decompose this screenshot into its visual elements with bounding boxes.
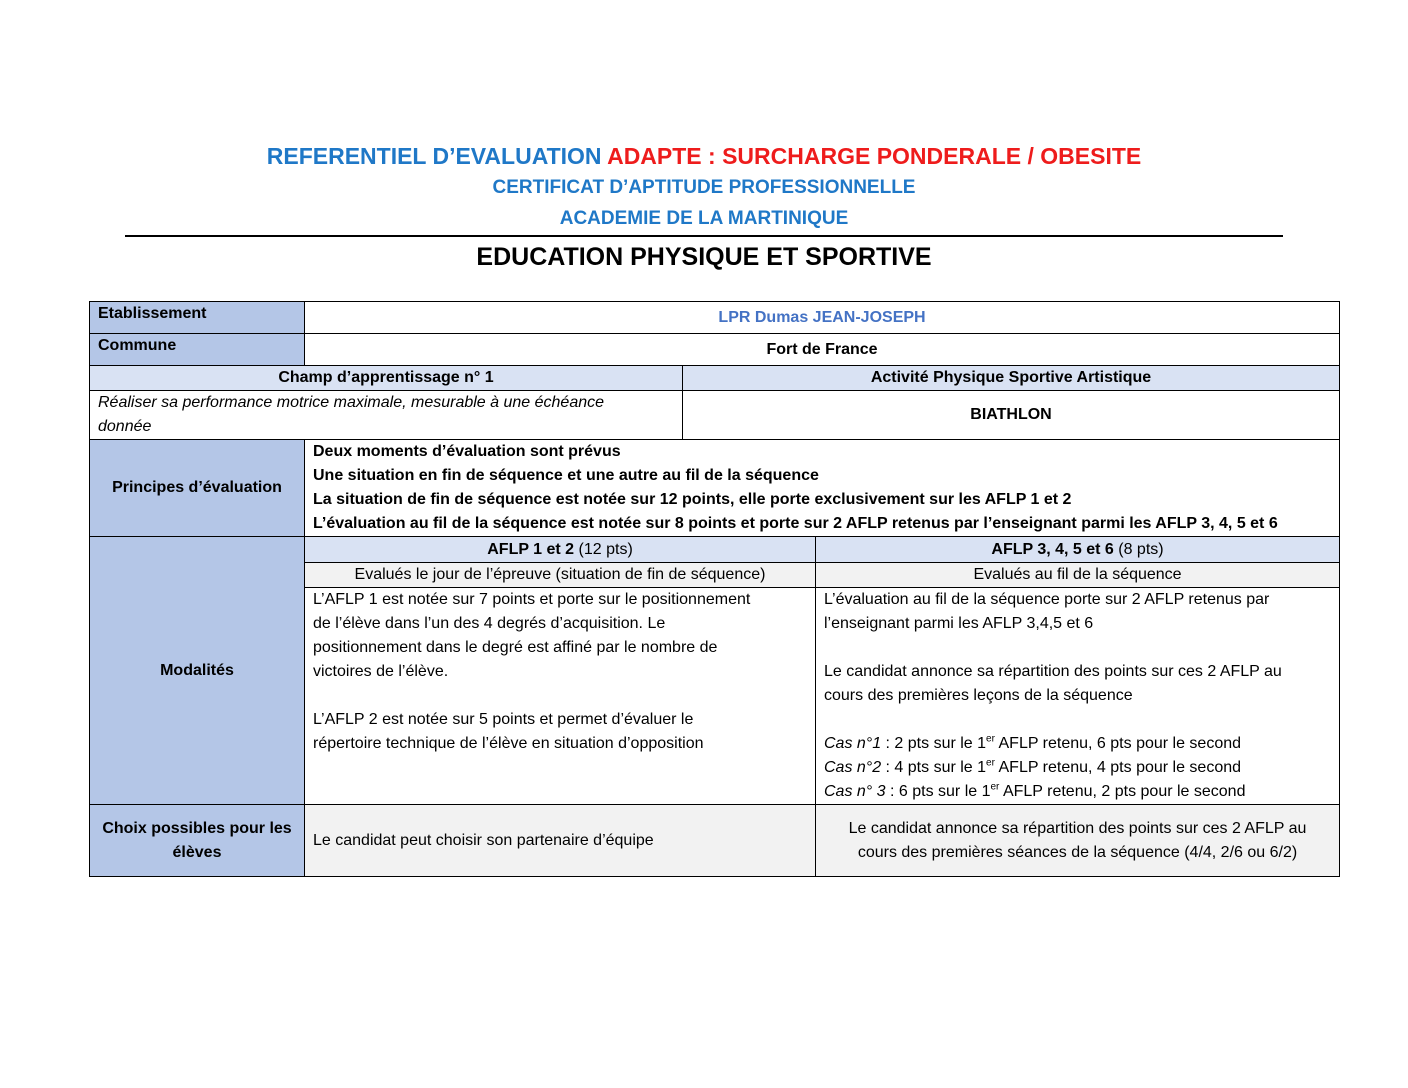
principes-line: Deux moments d’évaluation sont prévus (313, 443, 621, 460)
sport-name: BIATHLON (683, 391, 1340, 440)
aflp3456-details (816, 588, 1340, 805)
choix-right-line: Le candidat annonce sa répartition des points sur ces 2 AFLP au (848, 819, 1307, 837)
aflp12-header (305, 537, 816, 563)
etablissement-value: LPR Dumas JEAN-JOSEPH (305, 302, 1340, 334)
modalites-label: Modalités (90, 537, 305, 805)
choix-left: Le candidat peut choisir son partenaire d’équipe (305, 805, 816, 877)
champ-description-line-1: Réaliser sa performance motrice maximale, mesurable à une échéance (98, 394, 605, 411)
choix-label: Choix possibles pour les élèves (90, 805, 305, 877)
aflp3456-line: cours des premières leçons de la séquence (824, 687, 1133, 704)
champ-label: Champ d’apprentissage n° 1 (90, 366, 683, 391)
aflp12-line: positionnement dans le degré est affiné par le nombre de (313, 639, 718, 656)
evaluation-table (89, 301, 1340, 877)
choix-right (816, 805, 1340, 877)
principes-text (305, 440, 1340, 537)
section-heading: EDUCATION PHYSIQUE ET SPORTIVE (476, 243, 932, 271)
etablissement-label: Etablissement (90, 302, 305, 334)
aflp3456-line: Le candidat annonce sa répartition des points sur ces 2 AFLP au (824, 663, 1282, 680)
aflp3456-header (816, 537, 1340, 563)
aflp12-details (305, 588, 816, 805)
cas-line: Cas n°1 : 2 pts sur le 1er AFLP retenu, 6 pts pour le second (824, 733, 1242, 752)
aflp12-title: AFLP 1 et 2 (487, 540, 575, 558)
title-part-red: ADAPTE : SURCHARGE PONDERALE / OBESITE (607, 143, 1142, 169)
aflp12-line: de l’élève dans l’un des 4 degrés d’acquisition. Le (313, 615, 666, 632)
document-title (0, 143, 1408, 170)
aflp12-line: L’AFLP 2 est notée sur 5 points et permet d’évaluer le (313, 711, 694, 728)
aflp3456-points: (8 pts) (1113, 540, 1164, 558)
aflp3456-line: l’enseignant parmi les AFLP 3,4,5 et 6 (824, 615, 1094, 632)
subtitle-academie: ACADEMIE DE LA MARTINIQUE (559, 208, 849, 229)
activite-label: Activité Physique Sportive Artistique (683, 366, 1340, 391)
commune-value: Fort de France (305, 334, 1340, 366)
aflp12-line: victoires de l’élève. (313, 663, 449, 680)
cas-line: Cas n° 3 : 6 pts sur le 1er AFLP retenu, 2 pts pour le second (824, 781, 1246, 800)
subtitle-cap: CERTIFICAT D’APTITUDE PROFESSIONNELLE (492, 177, 916, 198)
choix-right-line: cours des premières séances de la séquence (4/4, 2/6 ou 6/2) (857, 843, 1298, 861)
title-part-blue: REFERENTIEL D’EVALUATION (266, 143, 608, 169)
champ-description-line-2: donnée (98, 418, 152, 435)
principes-line: L’évaluation au fil de la séquence est notée sur 8 points et porte sur 2 AFLP retenus par l’enseignant parmi les AFLP 3, 4, 5 et 6 (313, 515, 1278, 532)
aflp3456-subheader: Evalués au fil de la séquence (816, 563, 1340, 588)
aflp12-line: L’AFLP 1 est notée sur 7 points et porte sur le positionnement (313, 591, 751, 608)
commune-label: Commune (90, 334, 305, 366)
champ-description (90, 391, 683, 440)
cas-line: Cas n°2 : 4 pts sur le 1er AFLP retenu, 4 pts pour le second (824, 757, 1242, 776)
aflp3456-line: L’évaluation au fil de la séquence porte sur 2 AFLP retenus par (824, 591, 1270, 608)
aflp12-line: répertoire technique de l’élève en situation d’opposition (313, 735, 704, 752)
header-divider (125, 235, 1283, 237)
aflp12-points: (12 pts) (574, 540, 633, 558)
principes-label: Principes d’évaluation (90, 440, 305, 537)
aflp12-subheader: Evalués le jour de l’épreuve (situation de fin de séquence) (305, 563, 816, 588)
principes-line: La situation de fin de séquence est notée sur 12 points, elle porte exclusivement sur les AFLP 1 et 2 (313, 491, 1072, 508)
principes-line: Une situation en fin de séquence et une autre au fil de la séquence (313, 467, 819, 484)
aflp3456-title: AFLP 3, 4, 5 et 6 (991, 540, 1114, 558)
